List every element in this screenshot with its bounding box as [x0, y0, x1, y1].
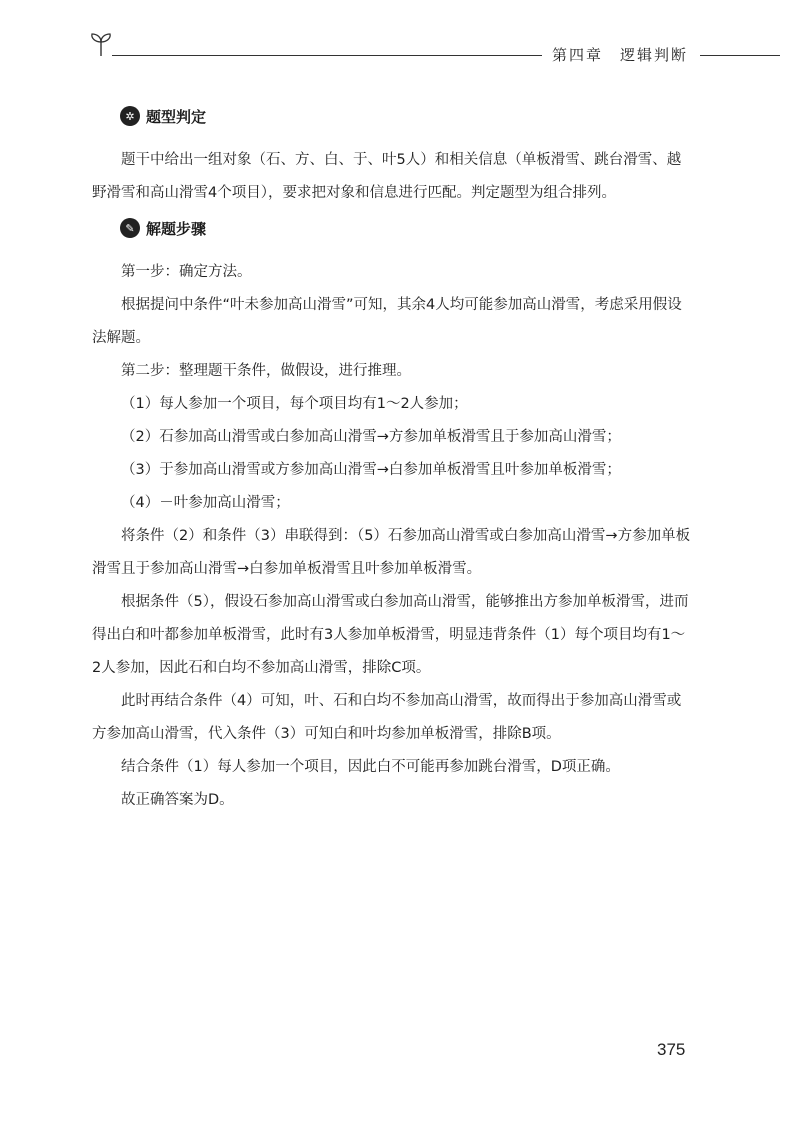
step-paragraph: 将条件（2）和条件（3）串联得到：（5）石参加高山滑雪或白参加高山滑雪→方参加单板滑雪且于参加高山滑雪→白参加单板滑雪且叶参加单板滑雪。: [92, 528, 691, 577]
page-header: [0, 0, 800, 80]
condition-item: （2）石参加高山滑雪或白参加高山滑雪→方参加单板滑雪且于参加高山滑雪；: [121, 429, 621, 445]
condition-item: （1）每人参加一个项目，每个项目均有1～2人参加；: [121, 396, 468, 412]
header-rule-left: [112, 55, 542, 56]
step-paragraph: 第二步：整理题干条件，做假设，进行推理。: [121, 363, 411, 379]
sprout-icon: [88, 30, 114, 58]
step-paragraph: 结合条件（1）每人参加一个项目，因此白不可能再参加跳台滑雪，D项正确。: [121, 759, 620, 775]
type-paragraph: 题干中给出一组对象（石、方、白、于、叶5人）和相关信息（单板滑雪、跳台滑雪、越野滑雪和高山滑雪4个项目），要求把对象和信息进行匹配。判定题型为组合排列。: [92, 152, 682, 201]
step-paragraph: 第一步：确定方法。: [121, 264, 252, 280]
step-paragraph: 此时再结合条件（4）可知，叶、石和白均不参加高山滑雪，故而得出于参加高山滑雪或方参加高山滑雪，代入条件（3）可知白和叶均参加单板滑雪，排除B项。: [92, 693, 682, 742]
section-heading-steps: [120, 216, 692, 240]
step-paragraph: 根据条件（5），假设石参加高山滑雪或白参加高山滑雪，能够推出方参加单板滑雪，进而得出白和叶都参加单板滑雪，此时有3人参加单板滑雪，明显违背条件（1）每个项目均有1～2人参加，因此石和白均不参加高山滑雪，排除C项。: [92, 594, 689, 676]
gear-icon: ✲: [120, 106, 140, 126]
condition-item: （4）－叶参加高山滑雪；: [121, 495, 290, 511]
header-rule-right: [700, 55, 780, 56]
section-heading-type-label: 题型判定: [146, 107, 207, 126]
page-number: 375: [657, 1040, 686, 1059]
pen-icon: ✎: [120, 218, 140, 238]
step-paragraph: 根据提问中条件“叶未参加高山滑雪”可知，其余4人均可能参加高山滑雪，考虑采用假设法解题。: [92, 297, 682, 346]
answer-paragraph: 故正确答案为D。: [121, 792, 234, 808]
section-heading-type: [120, 104, 692, 128]
section-heading-steps-label: 解题步骤: [146, 219, 207, 238]
page-content: [92, 104, 692, 817]
condition-item: （3）于参加高山滑雪或方参加高山滑雪→白参加单板滑雪且叶参加单板滑雪；: [121, 462, 621, 478]
chapter-title: 第四章 逻辑判断: [552, 46, 689, 64]
